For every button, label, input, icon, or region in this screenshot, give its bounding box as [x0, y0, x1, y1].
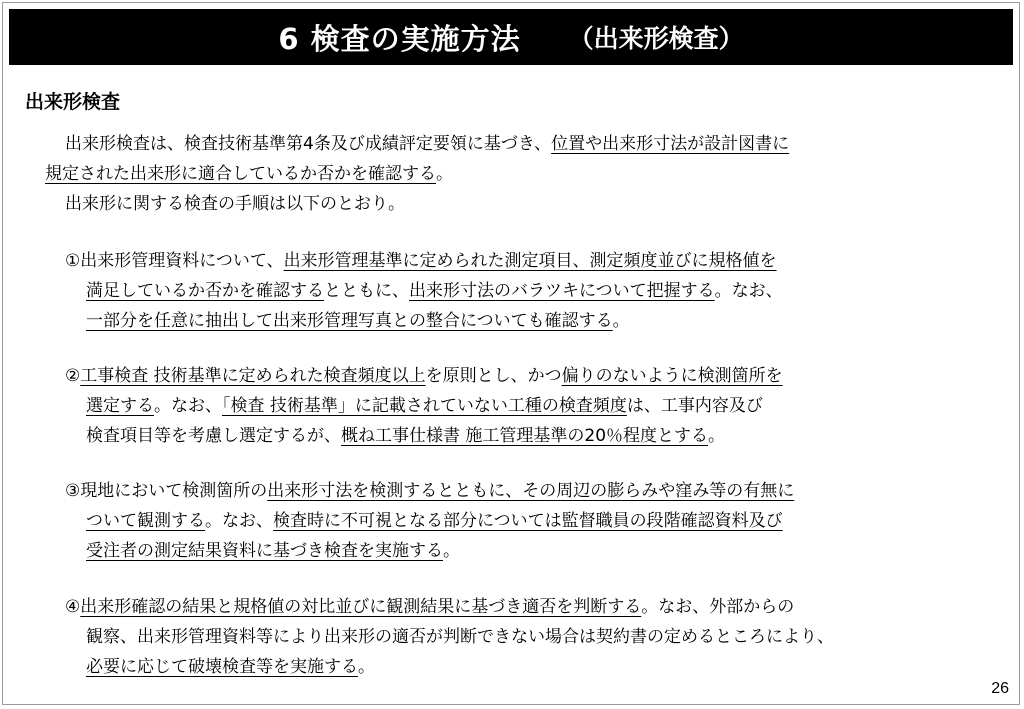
item-emphasis: 出来形確認の結果と規格値の対比並びに観測結果に基づき適否を判断する	[80, 597, 642, 617]
item-emphasis: 一部分を任意に抽出して出来形管理写真との整合についても確認する	[86, 311, 613, 331]
item-4-line-3	[86, 651, 375, 684]
intro-text: 出来形検査は、検査技術基準第4条及び成績評定要領に基づき、	[65, 134, 552, 154]
item-4-line-1	[65, 591, 794, 624]
item-1-line-1	[65, 245, 777, 278]
slide	[2, 2, 1020, 705]
item-2-line-3	[86, 420, 725, 453]
item-text: ③現地において検測箇所の	[65, 481, 268, 501]
item-text: 観察、出来形管理資料等により出来形の適否が判断できない場合は契約書の定めるところにより、	[86, 627, 834, 647]
item-text: は、工事内容及び	[626, 396, 763, 416]
intro-text: 。	[436, 164, 453, 184]
item-2-line-2	[86, 390, 763, 423]
item-text: とともに、	[324, 281, 409, 301]
item-4-line-2	[86, 621, 834, 654]
item-emphasis: 選定する	[86, 396, 154, 416]
intro-line-1	[65, 128, 789, 161]
item-emphasis: 満足しているか否かを確認する	[86, 281, 324, 301]
item-text: ②	[65, 366, 81, 386]
item-1-line-3	[86, 305, 630, 338]
item-text: を原則とし、かつ	[425, 366, 562, 386]
item-1-line-2	[86, 275, 783, 308]
item-text: 。	[708, 426, 726, 446]
item-emphasis: ついて観測する	[86, 511, 205, 531]
intro-text: 出来形に関する検査の手順は以下のとおり。	[65, 194, 405, 214]
item-3-line-1	[65, 475, 794, 508]
page-number: 26	[991, 680, 1009, 697]
item-text: ④	[65, 597, 81, 617]
item-3-line-3	[86, 535, 460, 568]
item-emphasis: 出来形寸法のバラツキについて把握する	[409, 281, 715, 301]
section-heading: 出来形検査	[25, 91, 121, 113]
item-text: 。なお、外部からの	[641, 597, 795, 617]
item-emphasis: 「検査 技術基準」に記載されていない工種の検査頻度	[222, 396, 627, 416]
item-text: 検査項目等を考慮し選定するが、	[86, 426, 341, 446]
item-text: 。	[358, 657, 375, 677]
item-text: 。なお、	[205, 511, 273, 531]
title-bar	[9, 9, 1013, 65]
item-text: 。	[612, 311, 630, 331]
item-emphasis: 受注者の測定結果資料に基づき検査を実施する	[86, 541, 443, 561]
item-text: ①出来形管理資料について、	[65, 251, 284, 271]
intro-line-3	[65, 188, 405, 221]
intro-emphasis: 位置や出来形寸法が設計図書に	[551, 134, 790, 154]
item-3-line-2	[86, 505, 783, 538]
page-subtitle: （出来形検査）	[568, 24, 744, 53]
item-emphasis: 必要に応じて破壊検査等を実施する	[86, 657, 358, 677]
item-text: 。なお、	[714, 281, 783, 301]
item-emphasis: 偏りのないように検測箇所を	[561, 366, 783, 386]
page-title: 6 検査の実施方法	[278, 21, 521, 56]
item-emphasis: 出来形管理基準に定められた測定項目、測定頻度並びに規格値を	[283, 251, 777, 271]
intro-emphasis: 規定された出来形に適合しているか否かを確認する	[45, 164, 436, 184]
item-text: 。	[443, 541, 460, 561]
item-text: 。なお、	[154, 396, 222, 416]
intro-line-2	[45, 158, 453, 191]
item-2-line-1	[65, 360, 783, 393]
item-emphasis: 概ね工事仕様書 施工管理基準の20％程度とする	[341, 426, 709, 446]
item-emphasis: 出来形寸法を検測するとともに、その周辺の膨らみや窪み等の有無に	[267, 481, 795, 501]
item-emphasis: 工事検査 技術基準に定められた検査頻度以上	[80, 366, 426, 386]
item-emphasis: 検査時に不可視となる部分については監督職員の段階確認資料及び	[273, 511, 783, 531]
